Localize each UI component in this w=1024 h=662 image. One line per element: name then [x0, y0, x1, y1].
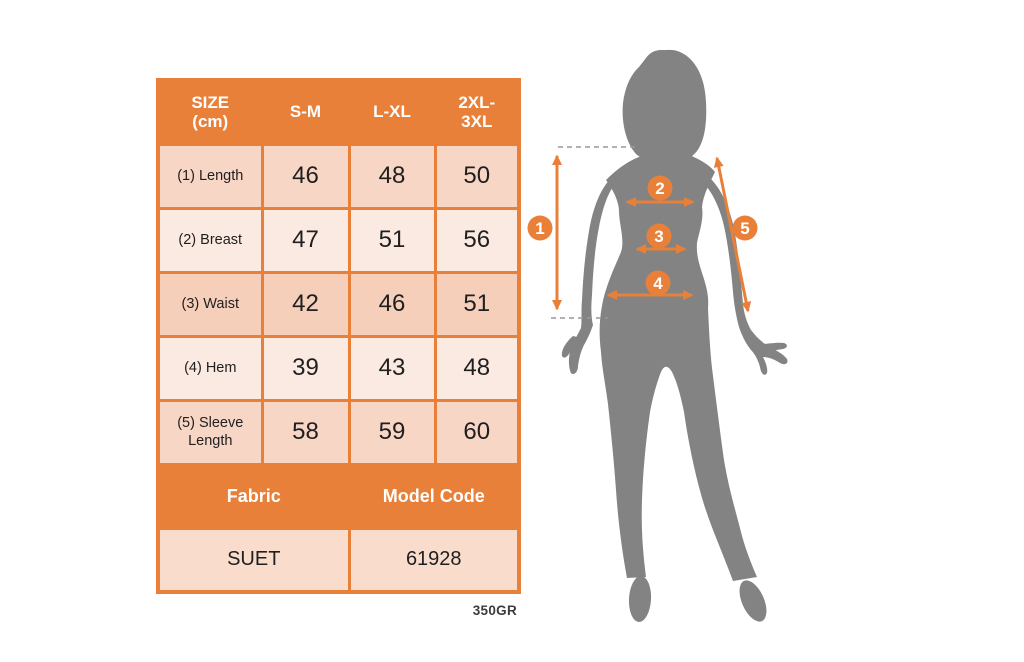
- size-col-s-m: S-M: [262, 80, 349, 144]
- measurement-value: 48: [349, 144, 435, 208]
- measurement-value: 48: [435, 336, 519, 400]
- woman-silhouette: [562, 50, 788, 626]
- measurement-label: (4) Hem: [158, 336, 262, 400]
- fabric-value: SUET: [158, 528, 349, 592]
- measurement-value: 56: [435, 208, 519, 272]
- model-code-value: 61928: [349, 528, 519, 592]
- measurement-value: 39: [262, 336, 349, 400]
- marker-circle-4: [646, 271, 671, 296]
- marker-number: 5: [740, 219, 750, 238]
- measurement-label: (3) Waist: [158, 272, 262, 336]
- measurement-label: (5) Sleeve Length: [158, 400, 262, 464]
- marker-circle-5: [733, 216, 758, 241]
- measurement-value: 60: [435, 400, 519, 464]
- marker-circle-2: [648, 176, 673, 201]
- weight-footnote: 350GR: [472, 603, 517, 618]
- torso-and-legs: [600, 151, 757, 581]
- marker-circle-1: [528, 216, 553, 241]
- right-foot: [734, 576, 772, 625]
- measurement-value: 47: [262, 208, 349, 272]
- fabric-header: Fabric: [158, 464, 349, 528]
- size-col-l-xl: L-XL: [349, 80, 435, 144]
- marker-circle-3: [647, 224, 672, 249]
- measurement-value: 51: [435, 272, 519, 336]
- model-code-header: Model Code: [349, 464, 519, 528]
- measurement-value: 42: [262, 272, 349, 336]
- measurement-value: 46: [262, 144, 349, 208]
- measurement-label: (1) Length: [158, 144, 262, 208]
- measurement-value: 46: [349, 272, 435, 336]
- measurement-label: (2) Breast: [158, 208, 262, 272]
- measurement-value: 58: [262, 400, 349, 464]
- measurement-value: 59: [349, 400, 435, 464]
- measurement-value: 51: [349, 208, 435, 272]
- marker-number: 4: [653, 274, 663, 293]
- marker-number: 2: [655, 179, 665, 198]
- measurement-value: 43: [349, 336, 435, 400]
- size-col-2xl-3xl: 2XL-3XL: [435, 80, 519, 144]
- left-foot: [628, 575, 652, 622]
- measurement-value: 50: [435, 144, 519, 208]
- size-unit-header: SIZE (cm): [158, 80, 262, 144]
- marker-number: 1: [535, 219, 545, 238]
- marker-number: 3: [654, 227, 664, 246]
